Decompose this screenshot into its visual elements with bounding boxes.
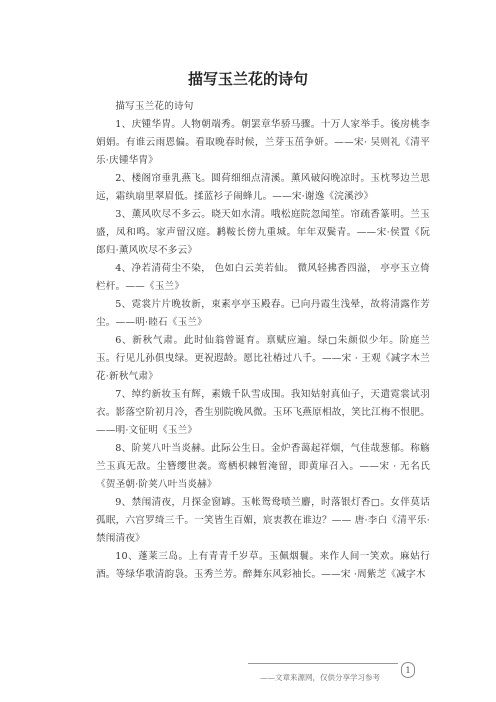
poem-item-7: 7、绰约新妆玉有辉，素娥千队雪成围。我知姑射真仙子，天遣霓裳试羽衣。影落空阶初月冷，香生别院晚风微。玉环飞燕原相故，笑比江梅不恨肥。——明·文征明《玉兰》	[96, 389, 430, 436]
subtitle-paragraph: 描写玉兰花的诗句	[115, 101, 194, 112]
poem-item-2: 2、楼阁帘垂乳燕飞。圆荷细细点清溪。薰风破闷晚凉时。玉枕琴边兰思远，霜纨扇里翠眉低。揉蓝衫子闹蜂儿。——宋·谢逸《浣溪沙》	[96, 173, 430, 202]
poem-item-6: 6、新秋气肃。此时仙翁曾诞育。禀赋应遍。绿□朱颜似少年。阶庭兰玉。行见儿孙俱曳绿。更祝遐龄。愿比社椿过八千。——宋 · 王观《减字木兰花·新秋气肃》	[96, 335, 430, 382]
page-number: 1	[401, 662, 415, 678]
document-title: 描写玉兰花的诗句	[187, 70, 308, 88]
poem-item-10: 10、蓬莱三岛。上有青青千岁草。玉佩烟鬟。来作人间一笑欢。麻姑行酒。等绿华歌清韵袅。玉秀兰芳。醉舞东风彩袖长。——宋 ·周紫芝《减字木	[96, 551, 430, 580]
footer-source-note: ——文章来源网，仅供分享学习参考	[260, 673, 380, 682]
poem-item-9: 9、禁闱清夜，月探金窗罅。玉帐鸳鸯喷兰麝，时落银灯香□。女伴莫话孤眠，六宫罗绮三千。一笑皆生百媚，宸衷教在谁边？—— 唐·李白《清平乐·禁闱清夜》	[96, 497, 430, 544]
poem-item-1: 1、庆锺华胄。人物朝端秀。朝罢章华骄马骤。十万人家举手。後房桃李娟娟。有谁云雨恩偏。看取晚春时候，兰芽玉茁争妍。——宋· 吴则礼《清平乐·庆锺华胄》	[96, 119, 430, 166]
poem-item-4: 4、净若清荷尘不染， 色如白云美若仙。 微风轻拂香四溢， 亭亭玉立倚栏杆。——《玉兰》	[96, 263, 430, 292]
poem-item-3: 3、薰风吹尽不多云。晓天如水清。哦松庭院忽闻笙。帘疏香篆明。兰玉盛，凤和鸣。家声留汉庭。鹣鞍长傍九重城。年年双鬓青。——宋·侯置《阮郎归·薰风吹尽不多云》	[96, 209, 430, 256]
footer-divider	[248, 663, 398, 664]
poem-item-8: 8、阶荚八叶当炎赫。此际公生日。金炉香蔼起祥烟，气佳哉葱郁。称觞兰玉真无敌。尘簪缨世袭。鸾栖枳棘暂淹留，即黄扉召入。——宋 · 无名氏《贺圣朝·阶荚八叶当炎赫》	[96, 443, 430, 490]
document-body	[96, 98, 430, 584]
poem-item-5: 5、霓裳片片晚妆新，束素亭亭玉殿春。已向丹霞生浅晕，故将清露作芳尘。——明·睦石《玉兰》	[96, 299, 430, 328]
